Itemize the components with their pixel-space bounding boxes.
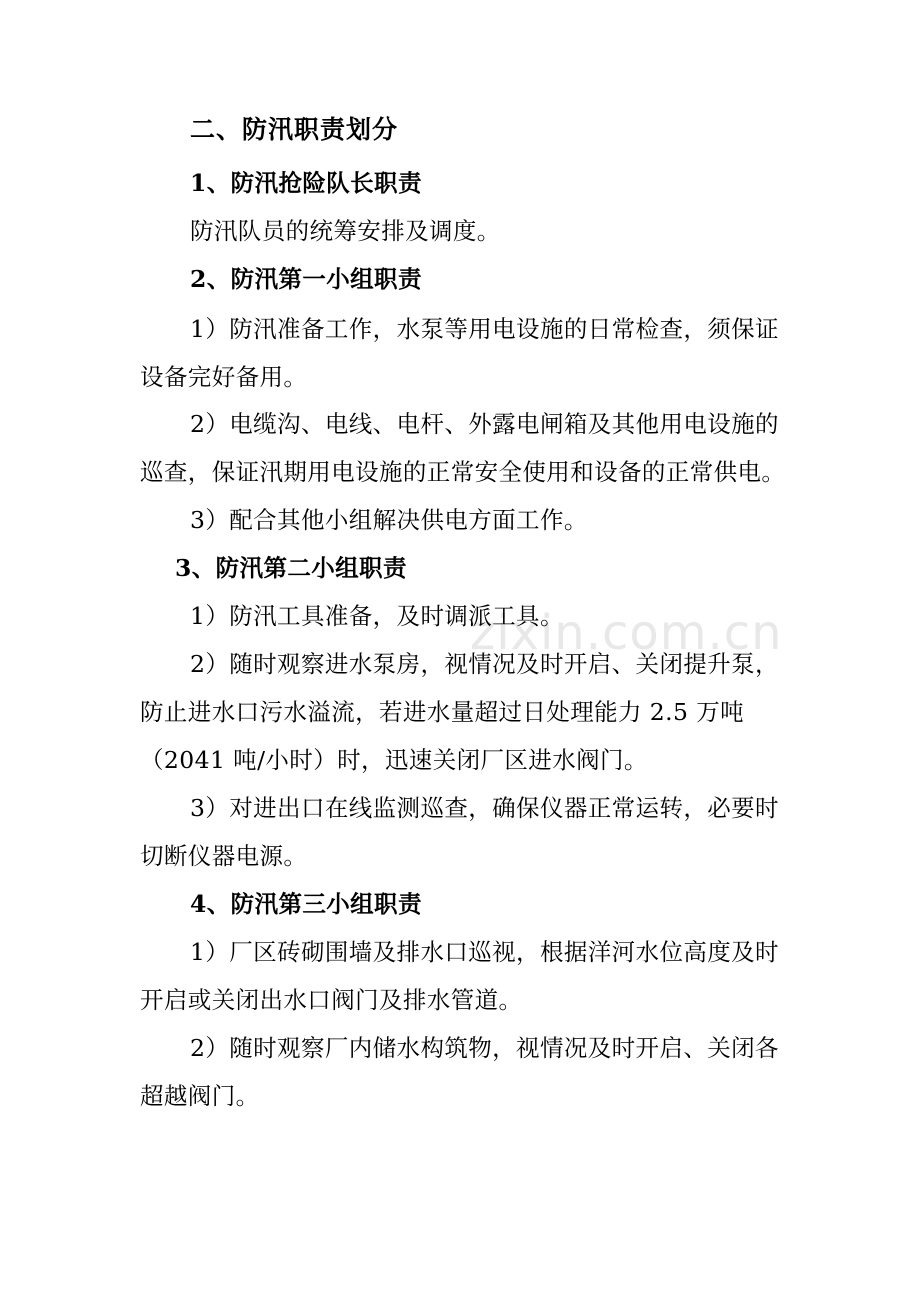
- paragraph-line: 巡查，保证汛期用电设施的正常安全使用和设备的正常供电。: [140, 458, 786, 486]
- paragraph-line: （2041 吨/小时）时，迅速关闭厂区进水阀门。: [140, 746, 648, 774]
- section-heading: 3、防汛第二小组职责: [175, 554, 407, 582]
- paragraph-line: 3）对进出口在线监测巡查，确保仪器正常运转，必要时: [190, 794, 779, 822]
- section-heading: 1、防汛抢险队长职责: [190, 169, 422, 197]
- paragraph-line: 2）电缆沟、电线、电杆、外露电闸箱及其他用电设施的: [190, 410, 779, 438]
- paragraph-line: 防汛队员的统筹安排及调度。: [190, 217, 501, 245]
- paragraph-line: 超越阀门。: [140, 1082, 260, 1110]
- paragraph-line: 1）厂区砖砌围墙及排水口巡视，根据洋河水位高度及时: [190, 938, 779, 966]
- paragraph-line: 设备完好备用。: [140, 363, 308, 391]
- watermark: zixin.com.cn: [470, 605, 783, 661]
- paragraph-line: 2）随时观察厂内储水构筑物，视情况及时开启、关闭各: [190, 1034, 779, 1062]
- section-heading: 2、防汛第一小组职责: [190, 265, 422, 293]
- document-title: 二、防汛职责划分: [190, 115, 399, 144]
- paragraph-line: 1）防汛工具准备，及时调派工具。: [190, 602, 564, 630]
- paragraph-line: 开启或关闭出水口阀门及排水管道。: [140, 986, 523, 1014]
- paragraph-line: 3）配合其他小组解决供电方面工作。: [190, 506, 588, 534]
- paragraph-line: 防止进水口污水溢流，若进水量超过日处理能力 2.5 万吨: [140, 698, 745, 726]
- paragraph-line: 1）防汛准备工作，水泵等用电设施的日常检查，须保证: [190, 315, 779, 343]
- section-heading: 4、防汛第三小组职责: [190, 890, 422, 918]
- paragraph-line: 切断仪器电源。: [140, 842, 308, 870]
- paragraph-line: 2）随时观察进水泵房，视情况及时开启、关闭提升泵，: [190, 650, 779, 678]
